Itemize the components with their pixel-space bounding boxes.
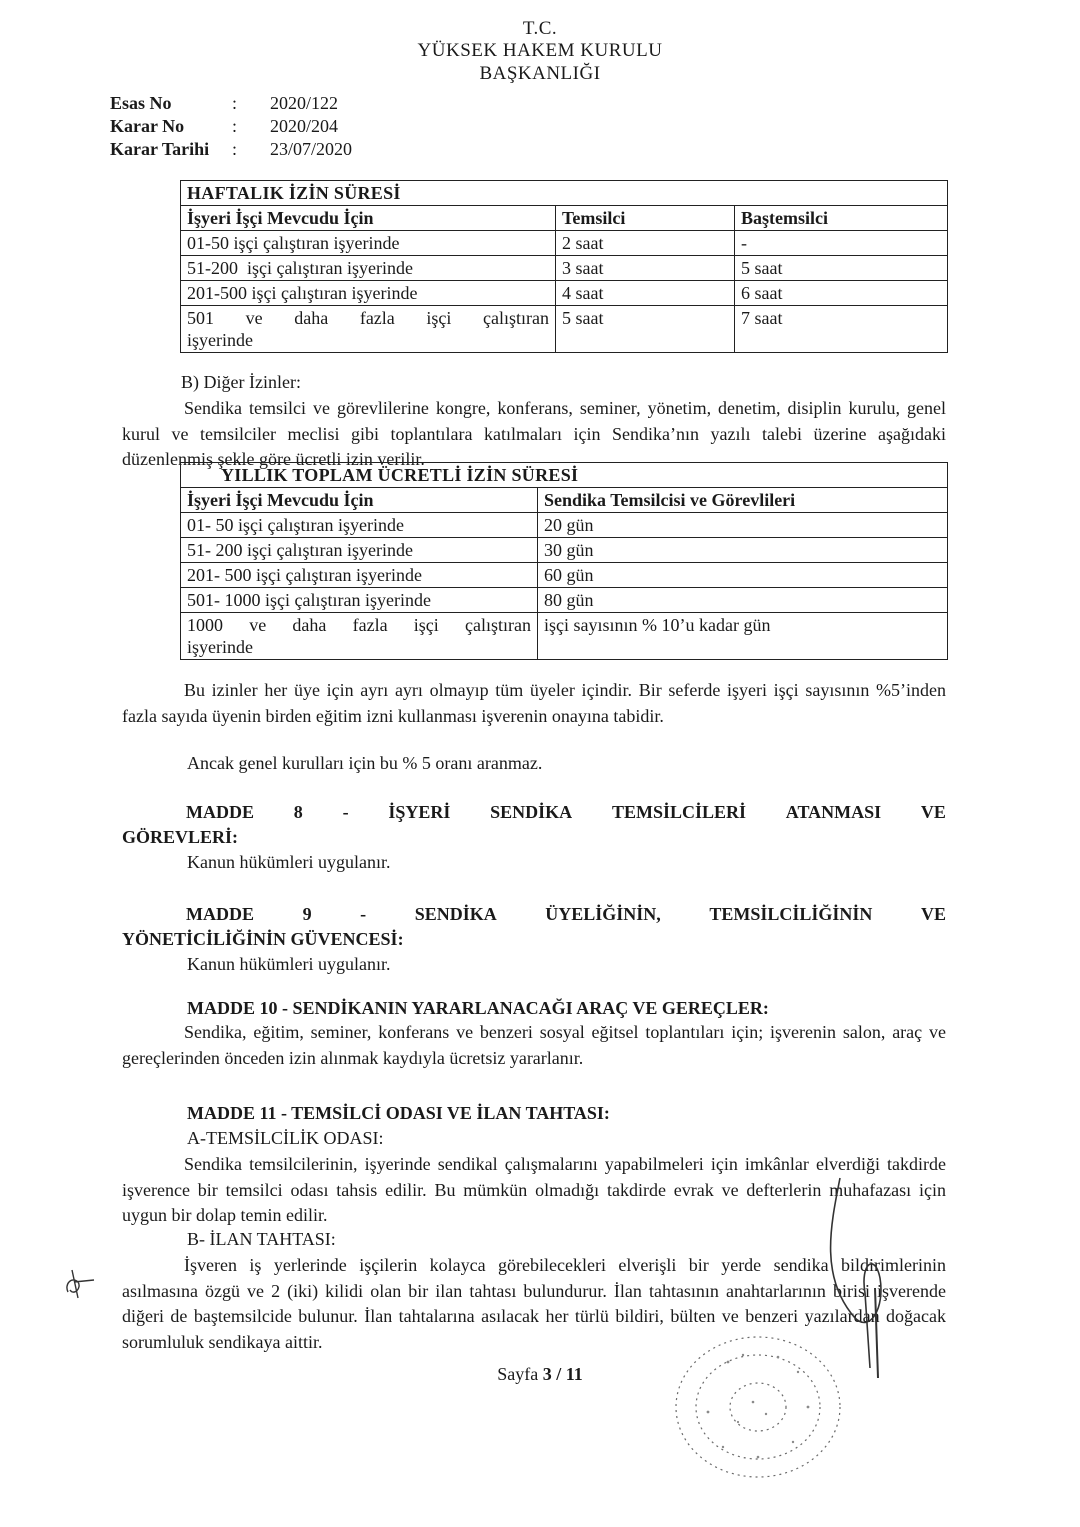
table-row (181, 588, 948, 613)
title-word: TEMSİLCİLİĞİNİN (709, 904, 873, 924)
title-word: ÜYELİĞİNİN, (545, 904, 661, 924)
title-word: TEMSİLCİLERİ (611, 802, 747, 822)
header-institution: YÜKSEK HAKEM KURULU (417, 40, 663, 61)
table-row (181, 513, 948, 538)
footer-label: Sayfa (497, 1364, 539, 1384)
madde-9-title (122, 902, 946, 952)
signature-icon (800, 1168, 910, 1398)
madde-9-body: Kanun hükümleri uygulanır. (187, 954, 391, 974)
madde-10-body (122, 1020, 946, 1071)
title-word: İŞYERİ (388, 802, 451, 822)
table-cell: 5 saat (735, 256, 948, 281)
meta-label: Esas No (110, 93, 172, 113)
madde-10-title: MADDE 10 - SENDİKANIN YARARLANACAĞI ARAÇ VE GEREÇLER: (187, 998, 769, 1018)
table-cell: 5 saat (556, 306, 735, 353)
table-row (181, 613, 948, 660)
table-cell: 2 saat (556, 231, 735, 256)
table-cell: 01- 50 işçi çalıştıran işyerinde (181, 513, 538, 538)
madde-8-body: Kanun hükümleri uygulanır. (187, 852, 391, 872)
table-row (181, 281, 948, 306)
title-word: SENDİKA (490, 802, 573, 822)
table-cell: 7 saat (735, 306, 948, 353)
table-title: HAFTALIK İZİN SÜRESİ (181, 181, 948, 206)
title-word: MADDE (186, 904, 254, 924)
table-cell (181, 306, 556, 353)
table-cell: 51-200 işçi çalıştıran işyerinde (181, 256, 556, 281)
paragraph-text: Bu izinler her üye için ayrı ayrı olmayıp tüm üyeler içindir. Bir seferde işyeri işçi sayısının %5’inden fazla sayıda üyenin birden eğitim izni kullanması işverenin onayına tabidir. (122, 680, 946, 726)
title-word: - (342, 802, 349, 822)
meta-value: 23/07/2020 (270, 139, 353, 159)
title-word: MADDE (186, 802, 254, 822)
madde-11-sub-b: B- İLAN TAHTASI: (187, 1229, 336, 1249)
page-footer (0, 1364, 1080, 1385)
table-header: İşyeri İşçi Mevcudu İçin (181, 206, 556, 231)
table-row (181, 231, 948, 256)
cell-line: 1000 ve daha fazla işçi çalıştıran (187, 615, 531, 635)
table-header: Temsilci (556, 206, 735, 231)
title-word: - (360, 904, 367, 924)
table-row (181, 538, 948, 563)
madde-8-title (122, 800, 946, 850)
initials-icon (60, 1262, 100, 1302)
meta-esas: Esas No : 2020/122 (110, 93, 339, 113)
title-word: SENDİKA (414, 904, 497, 924)
section-b-heading: B) Diğer İzinler: (181, 372, 301, 392)
madde-9-line1 (122, 902, 946, 927)
annual-leave-table (180, 462, 948, 660)
table-row (181, 256, 948, 281)
title-word: 9 (302, 904, 312, 924)
table-cell: - (735, 231, 948, 256)
meta-tarih: Karar Tarihi : 23/07/2020 (110, 139, 353, 159)
ancak-note: Ancak genel kurulları için bu % 5 oranı aranmaz. (187, 753, 543, 773)
paragraph-text: Sendika temsilci ve görevlilerine kongre, konferans, seminer, yönetim, denetim, disiplin kurulu, genel kurul ve temsilciler meclisi gibi toplantılara katılmaları için Sendika’nın yazılı talebi üzerine aşağıdaki düzenlenmiş şekle göre ücretli izin verilir. (122, 398, 946, 469)
table-cell: 20 gün (538, 513, 948, 538)
title-word: VE (920, 802, 946, 822)
leave-note (122, 678, 946, 729)
madde-11-title: MADDE 11 - TEMSİLCİ ODASI VE İLAN TAHTASI: (187, 1103, 610, 1123)
table-cell: 6 saat (735, 281, 948, 306)
cell-line: işyerinde (187, 637, 253, 657)
table-row (181, 306, 948, 353)
title-word: ATANMASI (785, 802, 882, 822)
meta-label: Karar Tarihi (110, 139, 210, 159)
paragraph-text: Sendika, eğitim, seminer, konferans ve benzeri sosyal eğitsel toplantıları için; işverenin salon, araç ve gereçlerinden önceden izin alınmak kaydıyla ücretsiz yararlanır. (122, 1022, 946, 1068)
table-row (181, 563, 948, 588)
table-cell: 01-50 işçi çalıştıran işyerinde (181, 231, 556, 256)
madde-8-line2: GÖREVLERİ: (122, 827, 239, 847)
table-header: Sendika Temsilcisi ve Görevlileri (538, 488, 948, 513)
madde-11-sub-a: A-TEMSİLCİLİK ODASI: (187, 1128, 384, 1148)
meta-value: 2020/204 (270, 116, 339, 136)
table-cell: işçi sayısının % 10’u kadar gün (538, 613, 948, 660)
table-cell: 80 gün (538, 588, 948, 613)
table-title: YILLIK TOPLAM ÜCRETLİ İZİN SÜRESİ (181, 463, 948, 488)
meta-value: 2020/122 (270, 93, 339, 113)
table-cell (181, 613, 538, 660)
table-header: İşyeri İşçi Mevcudu İçin (181, 488, 538, 513)
header-tc: T.C. (522, 18, 558, 39)
title-word: VE (920, 904, 946, 924)
table-cell: 201- 500 işçi çalıştıran işyerinde (181, 563, 538, 588)
table-header: Baştemsilci (735, 206, 948, 231)
meta-karar: Karar No : 2020/204 (110, 116, 339, 136)
page-number: 3 / 11 (542, 1364, 583, 1384)
paragraph-text: Sendika temsilcilerinin, işyerinde sendikal çalışmalarını yapabilmeleri için imkânlar elverdiği takdirde işverence bir temsilci odası tahsis edilir. Bu mümkün olmadığı takdirde evrak ve defterlerin muhafazası için uygun bir dolap temin edilir. (122, 1154, 946, 1225)
table-cell: 201-500 işçi çalıştıran işyerinde (181, 281, 556, 306)
table-cell: 3 saat (556, 256, 735, 281)
madde-9-line2: YÖNETİCİLİĞİNİN GÜVENCESİ: (122, 929, 404, 949)
table-cell: 501- 1000 işçi çalıştıran işyerinde (181, 588, 538, 613)
cell-line: 501 ve daha fazla işçi çalıştıran (187, 308, 549, 328)
table-cell: 60 gün (538, 563, 948, 588)
cell-line: işyerinde (187, 330, 253, 350)
madde-8-line1 (122, 800, 946, 825)
paragraph-text: İşveren iş yerlerinde işçilerin kolayca görebilecekleri elverişli bir yerde sendika bildirimlerinin asılmasına özgü ve 2 (iki) kilidi olan bir ilan tahtası bulundurur. İlan tahtasının anahtarlarının birisi işverende diğeri de baştemsilcide bulunur. İlan tahtalarına asılacak her türlü bildiri, bülten ve benzeri yazılardan doğacak sorumluluk sendikaya aittir. (122, 1255, 946, 1352)
title-word: 8 (293, 802, 303, 822)
table-cell: 30 gün (538, 538, 948, 563)
weekly-leave-table (180, 180, 948, 353)
header-presidency: BAŞKANLIĞI (479, 63, 601, 84)
meta-label: Karar No (110, 116, 185, 136)
table-cell: 51- 200 işçi çalıştıran işyerinde (181, 538, 538, 563)
table-cell: 4 saat (556, 281, 735, 306)
